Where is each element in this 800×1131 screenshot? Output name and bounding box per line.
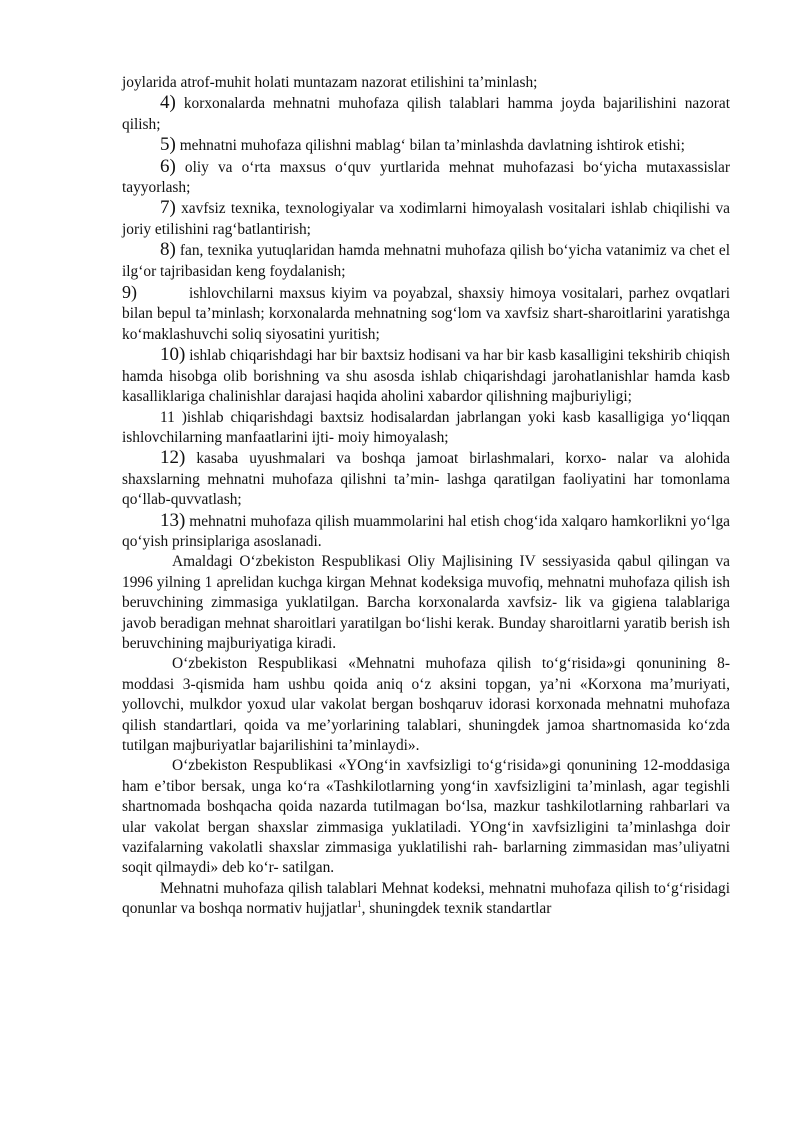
item-number: 7) bbox=[160, 197, 176, 219]
item-text: oliy va o‘rta maxsus o‘quv yurtlarida mehnat muhofazasi bo‘yicha mutaxassislar tayyorlash; bbox=[122, 158, 730, 197]
item-text: ishlab chiqarishdagi har bir baxtsiz hodisani va har bir kasb kasalligini tekshirib chiqish hamda hisobga olib borishning va shu asosda ishlab chiqarishdagi jarohatlanishlar hamda kasb kasalliklariga chalinishlar darajasi haqida aholini xabardor qilishning majburiyligi; bbox=[122, 347, 730, 406]
item-text: kasaba uyushmalari va boshqa jamoat birlashmalari, korxo- nalar va alohida shaxslarning mehnatni muhofaza qilishni ta’min- lashga qaratilgan faoliyatini har tomonlama qo‘llab-quvvatlash; bbox=[122, 450, 730, 509]
list-item-5 bbox=[122, 135, 730, 156]
paragraph-requirements bbox=[122, 879, 730, 920]
item-number: 10) bbox=[160, 344, 186, 366]
item-number: 4) bbox=[160, 92, 176, 114]
paragraph-labor-protection-law: O‘zbekiston Respublikasi «Mehnatni muhofaza qilish to‘g‘risida»gi qonunining 8-moddasi 3-qismida ham ushbu qoida aniq o‘z aksini topgan, ya’ni «Korxona ma’muriyati, yollovchi, mulkdor yoxud ular vakolat bergan boshqaruv idorasi korxonada mehnatni muhofaza qilish standartlari, qoida va me’yorlarining talablari, shuningdek jamoa shartnomasida ko‘zda tutilgan majburiyatlar bajarilishini ta’minlaydi». bbox=[122, 655, 730, 754]
item-text: mehnatni muhofaza qilish muammolarini hal etish chog‘ida xalqaro hamkorlikni yo‘lga qo‘yish prinsiplariga asoslanadi. bbox=[122, 512, 730, 550]
paragraph-labor-code: Amaldagi O‘zbekiston Respublikasi Oliy Majlisining IV sessiyasida qabul qilingan va 1996 yilning 1 aprelidan kuchga kirgan Mehnat kodeksiga muvofiq, mehnatni muhofaza qilish ish beruvchining zimmasiga yuklatilgan. Barcha korxonalarda xavfsiz- lik va gigiena talablariga javob beradigan mehnat sharoitlari yaratilgan bo‘lishi kerak. Bunday sharoitlarni yaratib berish ish beruvchining majburiyatiga kiradi. bbox=[122, 553, 730, 652]
item-text: korxonalarda mehnatni muhofaza qilish talablari hamma joyda bajarilishini nazorat qilish; bbox=[122, 95, 730, 133]
item-number: 6) bbox=[160, 155, 176, 177]
item-number: 5) bbox=[160, 134, 176, 156]
list-item-6 bbox=[122, 157, 730, 199]
list-item-9 bbox=[122, 282, 730, 345]
item-text: xavfsiz texnika, texnologiyalar va xodimlarni himoyalash vositalari ishlab chiqilishi va joriy etilishini rag‘batlantirish; bbox=[122, 200, 730, 238]
list-item-4 bbox=[122, 93, 730, 135]
item-number: 13) bbox=[160, 509, 186, 531]
paragraph-text: Mehnatni muhofaza qilish talablari Mehnat kodeksi, mehnatni muhofaza qilish to‘g‘risidagi qonunlar va boshqa normativ hujjatlar bbox=[122, 879, 730, 918]
item-text: ishlab chiqarishdagi baxtsiz hodisalardan jabrlangan yoki kasb kasalligiga yo‘liqqan ishlovchilarning manfaatlarini ijti- moiy himoyalash; bbox=[122, 408, 731, 446]
item-text: fan, texnika yutuqlaridan hamda mehnatni muhofaza qilish bo‘yicha vatanimiz va chet el ilg‘or tajribasidan keng foydalanish; bbox=[122, 242, 730, 280]
item-number: 11 ) bbox=[160, 408, 187, 426]
list-item-7 bbox=[122, 198, 730, 240]
list-item-12 bbox=[122, 448, 730, 510]
item-text: ishlovchilarni maxsus kiyim va poyabzal, shaxsiy himoya vositalari, parhez ovqatlari bilan bepul ta’minlash; korxonalarda mehnatning sog‘lom va xavfsiz shart-sharoitlarini yaratishga ko‘maklashuvchi soliq siyosatini yuritish; bbox=[122, 285, 730, 343]
list-item-13 bbox=[122, 511, 730, 553]
list-item-11 bbox=[122, 408, 730, 449]
list-item-8 bbox=[122, 240, 730, 282]
list-item-10 bbox=[122, 345, 730, 407]
intro-line: joylarida atrof-muhit holati muntazam nazorat etilishini ta’minlash; bbox=[122, 74, 538, 91]
item-text: mehnatni muhofaza qilishni mablag‘ bilan ta’minlashda davlatning ishtirok etishi; bbox=[179, 137, 685, 155]
item-number: 9) bbox=[122, 282, 137, 303]
document-page bbox=[122, 73, 730, 920]
paragraph-text-continued: , shuningdek texnik standartlar bbox=[361, 900, 552, 918]
item-number: 12) bbox=[160, 447, 186, 469]
paragraph-fire-safety-law: O‘zbekiston Respublikasi «YOng‘in xavfsizligi to‘g‘risida»gi qonunining 12-moddasiga ham e’tibor bersak, unga ko‘ra «Tashkilotlarning yong‘in xavfsizligini ta’minlash, agar tegishli shartnomada boshqacha qoida nazarda tutilmagan bo‘lsa, mazkur tashkilotlarning rahbarlari va ular vakolat bergan shaxslar zimmasiga yuklatiladi. YOng‘in xavfsizligini ta’minlashga doir vazifalarning vakolatli shaxslar zimmasiga yuklatilishi rah- barlarning zimmasidan mas’uliyatni soqit qilmaydi» deb ko‘r- satilgan. bbox=[122, 757, 730, 877]
item-number: 8) bbox=[160, 239, 176, 261]
footnote-mark[interactable]: 1 bbox=[357, 899, 362, 910]
